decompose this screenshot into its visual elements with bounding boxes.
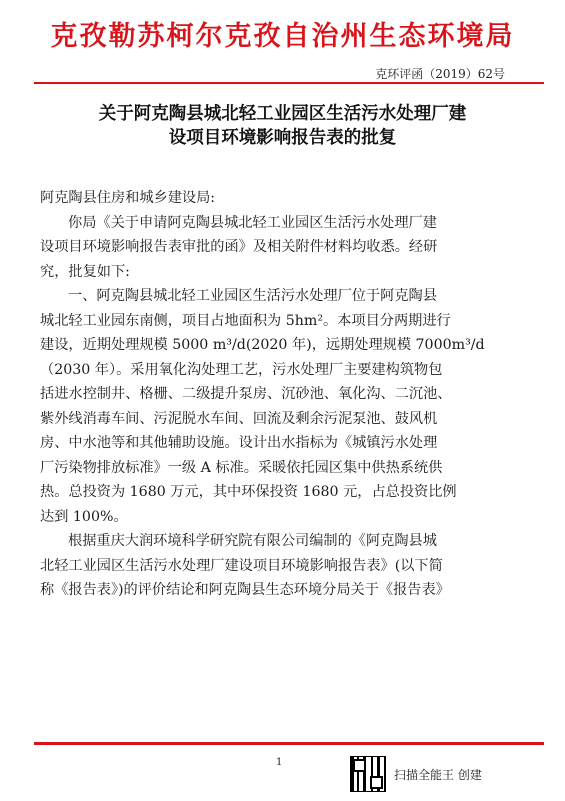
qr-code-icon — [350, 756, 386, 792]
agency-header: 克孜勒苏柯尔克孜自治州生态环境局 — [50, 21, 515, 52]
document-title — [30, 102, 535, 150]
scanner-watermark: 扫描全能王 创建 — [394, 768, 482, 782]
body-line: 北轻工业园区生活污水处理厂建设项目环境影响报告表》(以下简 — [40, 557, 443, 574]
body-line: 达到 100%。 — [40, 508, 128, 525]
body-line: 根据重庆大润环境科学研究院有限公司编制的《阿克陶县城 — [68, 533, 437, 549]
body-line: 城北轻工业园东南侧，项目占地面积为 5hm²。本项目分两期进行 — [40, 312, 451, 329]
red-divider-bottom — [34, 742, 544, 745]
body-line: 建设，近期处理规模 5000 m³/d(2020 年)，远期处理规模 7000m³/d — [40, 337, 485, 353]
body-line: 你局《关于申请阿克陶县城北轻工业园区生活污水处理厂建 — [68, 214, 437, 231]
body-line: 一、阿克陶县城北轻工业园区生活污水处理厂位于阿克陶县 — [68, 288, 437, 304]
document-body — [40, 186, 528, 603]
addressee: 阿克陶县住房和城乡建设局: — [40, 190, 216, 206]
page-number: 1 — [276, 757, 283, 768]
body-line: 括进水控制井、格栅、二级提升泵房、沉砂池、氧化沟、二沉池、 — [40, 386, 452, 402]
body-line: （2030 年）。采用氧化沟处理工艺，污水处理厂主要建构筑物包 — [40, 361, 443, 378]
body-line: 紫外线消毒车间、污泥脱水车间、回流及剩余污泥泵池、鼓风机 — [40, 410, 438, 427]
body-line: 厂污染物排放标准》一级 A 标准。采暖依托园区集中供热系统供 — [40, 459, 443, 476]
red-divider-top — [34, 82, 544, 84]
body-line: 究，批复如下: — [40, 263, 130, 280]
document-number: 克环评函（2019）62号 — [375, 67, 505, 81]
title-line-1: 关于阿克陶县城北轻工业园区生活污水处理厂建 — [98, 104, 467, 124]
body-line: 设项目环境影响报告表审批的函》及相关附件材料均收悉。经研 — [40, 239, 438, 255]
body-line: 房、中水池等和其他辅助设施。设计出水指标为《城镇污水处理 — [40, 435, 438, 451]
title-line-2: 设项目环境影响报告表的批复 — [168, 128, 397, 148]
body-line: 热。总投资为 1680 万元，其中环保投资 1680 元，占总投资比例 — [40, 484, 457, 500]
body-line: 称《报告表》)的评价结论和阿克陶县生态环境分局关于《报告表》 — [40, 582, 450, 598]
